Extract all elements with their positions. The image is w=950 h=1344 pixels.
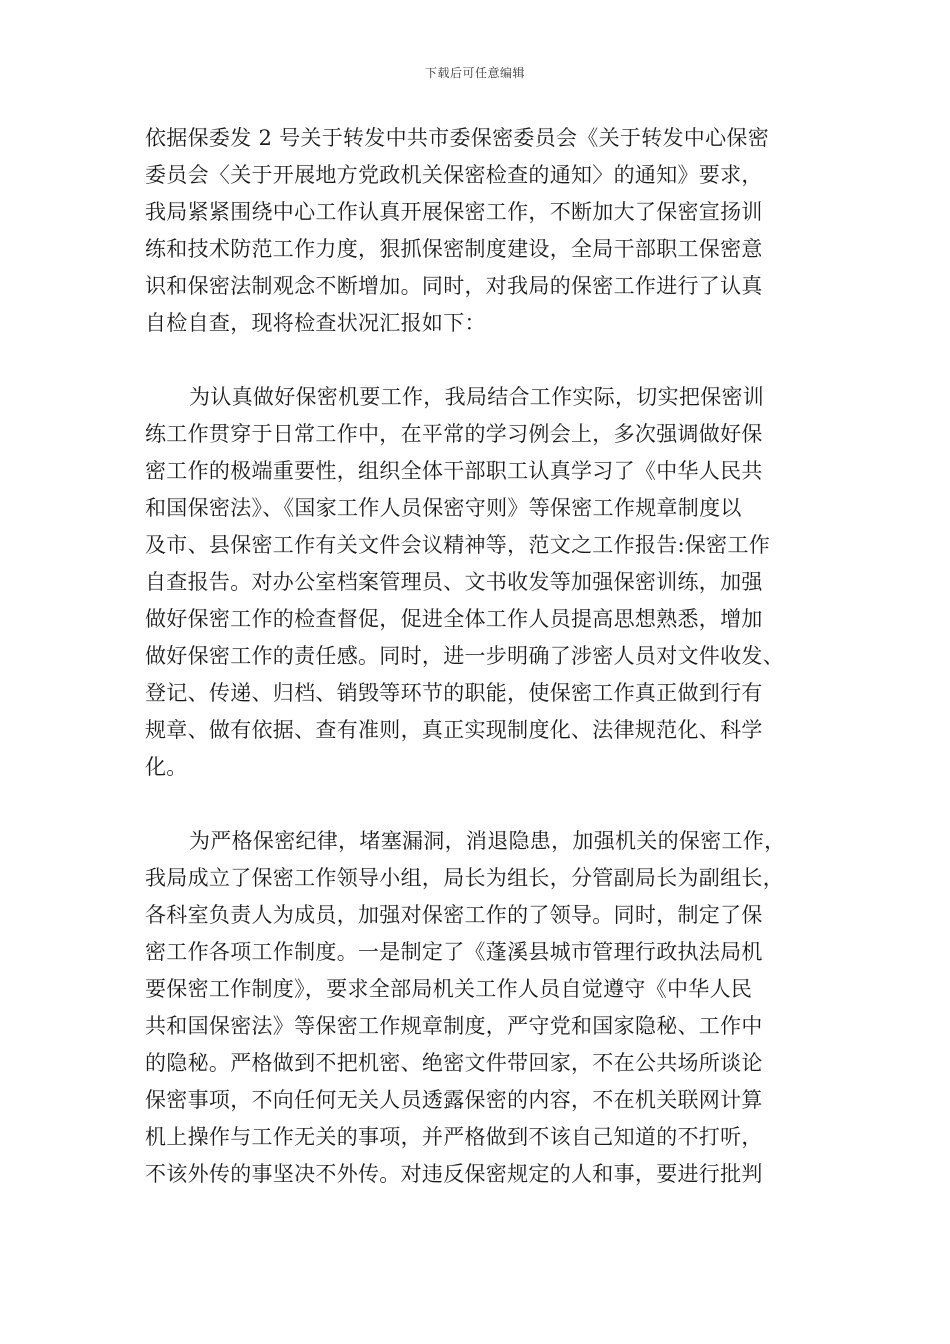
text-line: 密工作各项工作制度。一是制定了《蓬溪县城市管理行政执法局机	[145, 940, 763, 964]
text-line: 为严格保密纪律，堵塞漏洞，消退隐患，加强机关的保密工作，	[189, 829, 786, 853]
text-line: 密工作的极端重要性，组织全体干部职工认真学习了《中华人民共	[145, 459, 763, 483]
page-header: 下载后可任意编辑	[424, 66, 525, 80]
text-line: 委员会〈关于开展地方党政机关保密检查的通知〉的通知》要求，	[145, 163, 763, 187]
text-line: 及市、县保密工作有关文件会议精神等，范文之工作报告:保密工作	[145, 533, 771, 557]
text-line: 自检自查，现将检查状况汇报如下：	[145, 311, 486, 335]
text-line: 共和国保密法》等保密工作规章制度，严守党和国家隐秘、工作中	[145, 1014, 763, 1038]
text-line: 练工作贯穿于日常工作中，在平常的学习例会上，多次强调做好保	[145, 422, 763, 446]
text-line: 为认真做好保密机要工作，我局结合工作实际，切实把保密训	[189, 385, 765, 409]
text-line: 的隐秘。严格做到不把机密、绝密文件带回家，不在公共场所谈论	[145, 1051, 763, 1075]
paragraph-2	[145, 379, 813, 786]
text-line: 我局成立了保密工作领导小组，局长为组长，分管副局长为副组长，	[145, 866, 784, 890]
text-line: 做好保密工作的检查督促，促进全体工作人员提高思想熟悉，增加	[145, 607, 763, 631]
text-line: 各科室负责人为成员，加强对保密工作的了领导。同时，制定了保	[145, 903, 763, 927]
text-line: 练和技术防范工作力度，狠抓保密制度建设，全局干部职工保密意	[145, 237, 763, 261]
text-line: 依据保委发 2 号关于转发中共市委保密委员会《关于转发中心保密	[145, 126, 770, 150]
text-line: 机上操作与工作无关的事项，并严格做到不该自己知道的不打听，	[145, 1125, 763, 1149]
text-line: 化。	[145, 755, 188, 779]
text-line: 要保密工作制度》，要求全部局机关工作人员自觉遵守《中华人民	[145, 977, 753, 1001]
document-body	[145, 120, 813, 1193]
text-line: 我局紧紧围绕中心工作认真开展保密工作，不断加大了保密宣扬训	[145, 200, 763, 224]
text-line: 自查报告。对办公室档案管理员、文书收发等加强保密训练，加强	[145, 570, 763, 594]
paragraph-gap	[145, 342, 813, 379]
text-line: 登记、传递、归档、销毁等环节的职能，使保密工作真正做到行有	[145, 681, 763, 705]
paragraph-3	[145, 823, 813, 1193]
paragraph-1	[145, 120, 813, 342]
text-line: 做好保密工作的责任感。同时，进一步明确了涉密人员对文件收发、	[145, 644, 784, 668]
text-line: 保密事项，不向任何无关人员透露保密的内容，不在机关联网计算	[145, 1088, 763, 1112]
text-line: 规章、做有依据、查有准则，真正实现制度化、法律规范化、科学	[145, 718, 763, 742]
text-line: 不该外传的事坚决不外传。对违反保密规定的人和事，要进行批判	[145, 1162, 763, 1186]
text-line: 和国保密法》、《国家工作人员保密守则》等保密工作规章制度以	[145, 496, 742, 520]
paragraph-gap	[145, 786, 813, 823]
text-line: 识和保密法制观念不断增加。同时，对我局的保密工作进行了认真	[145, 274, 763, 298]
